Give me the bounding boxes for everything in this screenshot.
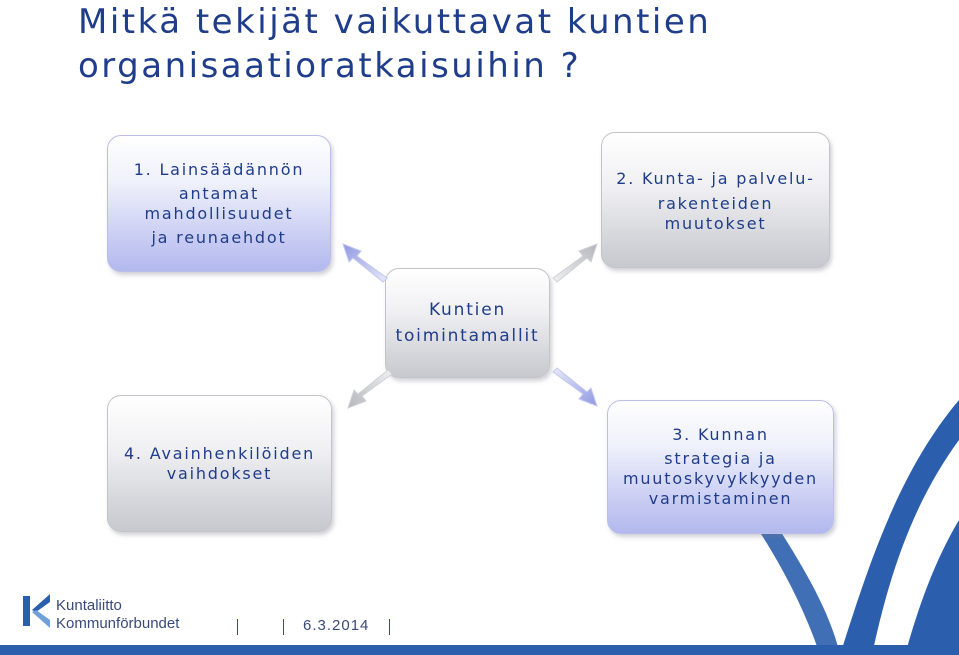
box2-line-1: 2. Kunta- ja palvelu- bbox=[616, 169, 815, 188]
title-line-1: Mitkä tekijät vaikuttavat kuntien bbox=[78, 2, 712, 42]
box3-line-3: muutoskyvykkyyden bbox=[622, 469, 818, 488]
center-line-2: toimintamallit bbox=[395, 326, 540, 346]
box3-line-2: strategia ja bbox=[664, 449, 777, 468]
logo-text-finnish: Kuntaliitto bbox=[56, 597, 122, 614]
box4-line-1: 4. Avainhenkilöiden bbox=[123, 443, 316, 463]
box2-line-3: muutokset bbox=[664, 214, 767, 233]
factor-box-legislation bbox=[107, 135, 331, 272]
footer-separator bbox=[283, 619, 284, 635]
factor-box-structure-changes bbox=[601, 132, 830, 268]
center-box-operating-models bbox=[385, 268, 550, 378]
footer-date: 6.3.2014 bbox=[303, 617, 370, 634]
footer-separator bbox=[389, 619, 390, 635]
footer-bar bbox=[0, 645, 959, 655]
box4-line-2: vaihdokset bbox=[166, 463, 273, 483]
factor-box-strategy bbox=[607, 400, 834, 534]
arrow-to-box1-icon bbox=[335, 238, 395, 284]
box1-line-1: 1. Lainsäädännön bbox=[133, 159, 305, 179]
arrow-to-box4-icon bbox=[340, 368, 400, 414]
footer-separator bbox=[237, 619, 238, 635]
box1-line-2: antamat bbox=[178, 183, 260, 203]
box1-line-3: mahdollisuudet bbox=[144, 203, 294, 223]
arrow-to-box2-icon bbox=[545, 238, 605, 284]
box3-line-4: varmistaminen bbox=[648, 489, 793, 508]
factor-box-key-personnel bbox=[107, 395, 332, 532]
box1-line-4: ja reunaehdot bbox=[151, 227, 287, 247]
box2-line-2: rakenteiden bbox=[657, 194, 774, 213]
title-line-2: organisaatioratkaisuihin ? bbox=[78, 46, 582, 86]
box3-line-1: 3. Kunnan bbox=[672, 425, 769, 444]
arrow-to-box3-icon bbox=[545, 366, 605, 412]
kuntaliitto-logo-icon bbox=[20, 592, 54, 632]
logo-text-swedish: Kommunförbundet bbox=[56, 615, 180, 632]
center-line-1: Kuntien bbox=[428, 300, 507, 320]
